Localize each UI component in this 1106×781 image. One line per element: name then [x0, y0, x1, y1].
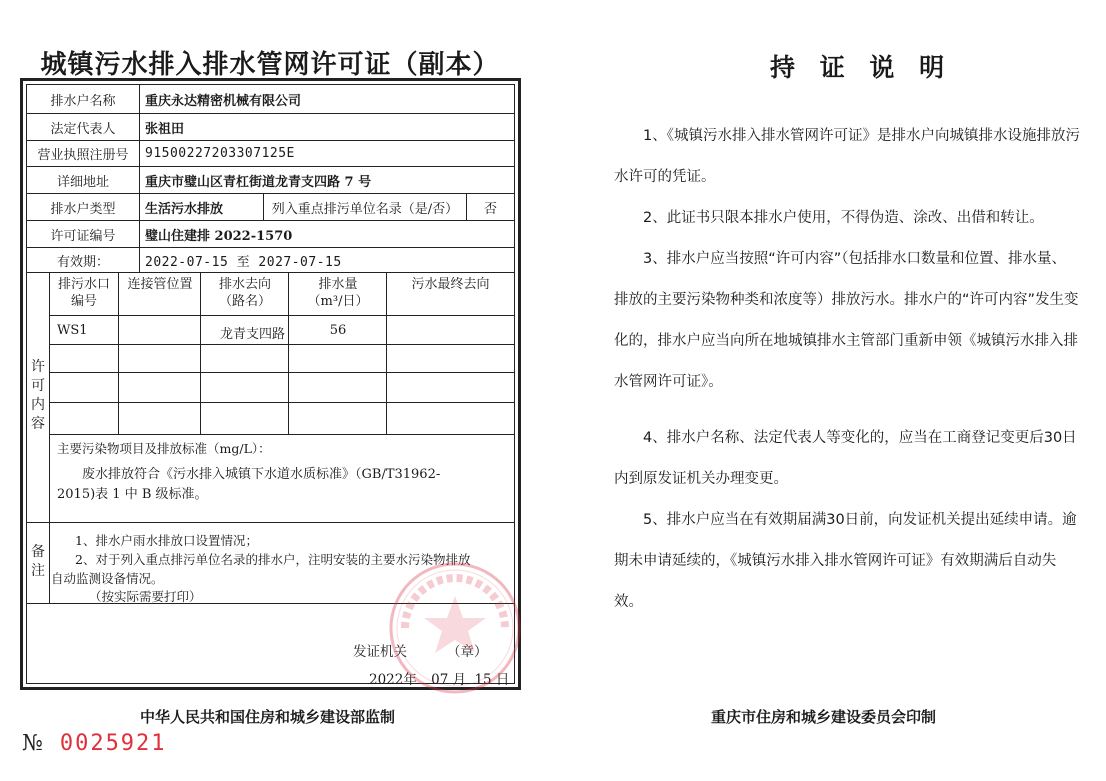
- label-type: 排水户类型: [27, 194, 140, 220]
- pollutant-text-1: 废水排放符合《污水排入城镇下水道水质标准》（GB/T31962-: [82, 467, 441, 482]
- instruction-3: 3、排水户应当按照“许可内容”（包括排水口数量和位置、排水量、排放的主要污染物种类和浓度等）排放污水。排水户的“许可内容”发生变化的，排水户应当向所在地城镇排水主管部门重新申领《城镇污水排入排水管网许可证》。: [614, 251, 1079, 390]
- value-name: 重庆永达精密机械有限公司: [145, 93, 302, 109]
- cell-outlet: WS1: [57, 323, 88, 338]
- outlet-table: [49, 273, 514, 435]
- side-char: 许: [31, 359, 45, 375]
- issuer-label: 发证机关: [353, 644, 407, 660]
- header-pipe: [119, 276, 201, 293]
- header-volume-line1: 排水量: [318, 277, 358, 292]
- header-pipe-line1: 连接管位置: [127, 277, 193, 292]
- side-char: 注: [31, 563, 45, 579]
- pollutant-title: 主要污染物项目及排放标准（mg/L）：: [57, 441, 271, 456]
- side-char: 可: [31, 378, 45, 394]
- value-rep: 张祖田: [145, 121, 185, 137]
- cell-volume: 56: [329, 323, 347, 338]
- instruction-1: 1、《城镇污水排入排水管网许可证》是排水户向城镇排水设施排放污水许可的凭证。: [614, 128, 1080, 185]
- value-license-no: 91500227203307125E: [145, 146, 295, 161]
- permit-section: [27, 273, 514, 523]
- side-char: 内: [31, 397, 45, 413]
- value-key-polluter: 否: [483, 201, 497, 217]
- value-type: 生活污水排放: [145, 201, 224, 217]
- serial-number: [22, 731, 167, 756]
- row-license-no: [27, 141, 514, 167]
- issue-day: 15 日: [474, 672, 510, 688]
- label-name: 排水户名称: [27, 85, 140, 113]
- header-outlet-line2: 编号: [70, 294, 97, 309]
- right-title: 持 证 说 明: [770, 53, 953, 82]
- serial-digits: 0025921: [59, 731, 167, 756]
- row-validity: [27, 248, 514, 273]
- header-outlet: [49, 276, 119, 310]
- instruction-2: 2、此证书只限本排水户使用，不得伪造、涂改、出借和转让。: [643, 210, 1044, 226]
- numero-sign: №: [22, 731, 43, 756]
- notes-side-label: [27, 543, 49, 581]
- note-line-2: 2、对于列入重点排污单位名录的排水户，注明安装的主要水污染物排放: [75, 552, 471, 567]
- label-permit-no: 许可证编号: [27, 221, 140, 247]
- header-volume: [289, 276, 387, 310]
- value-validity: 2022-07-15 至 2027-07-15: [145, 254, 342, 270]
- seal-label: （章）: [447, 644, 488, 660]
- header-final: [387, 276, 514, 293]
- label-address: 详细地址: [27, 167, 140, 193]
- instruction-4: 4、排水户名称、法定代表人等变化的，应当在工商登记变更后30日内到原发证机关办理变更。: [614, 430, 1077, 487]
- label-rep: 法定代表人: [27, 114, 140, 140]
- header-outlet-line1: 排污水口: [57, 277, 110, 292]
- side-char: 备: [31, 544, 45, 560]
- cell-direction: 龙青支四路: [219, 327, 285, 342]
- printer-label: 重庆市住房和城乡建设委员会印制: [711, 708, 937, 726]
- row-rep: [27, 114, 514, 141]
- value-address: 重庆市璧山区青杠街道龙青支四路 7 号: [145, 174, 372, 190]
- label-license-no: 营业执照注册号: [27, 141, 140, 166]
- issue-year: 2022年: [369, 672, 417, 688]
- side-char: 容: [31, 416, 45, 432]
- header-direction: [201, 276, 289, 310]
- label-validity: 有效期：: [27, 248, 140, 272]
- instruction-5: 5、排水户应当在有效期届满30日前，向发证机关提出延续申请。逾期未申请延续的，《城镇污水排入排水管网许可证》有效期满后自动失效。: [614, 512, 1077, 610]
- note-line-1: 1、排水户雨水排放口设置情况；: [75, 533, 258, 548]
- official-seal-stamp: [385, 558, 525, 698]
- issue-month: 07 月: [431, 672, 467, 688]
- header-final-line1: 污水最终去向: [411, 277, 490, 292]
- permit-side-label: [27, 358, 49, 434]
- header-direction-line1: 排水去向: [218, 277, 271, 292]
- left-title: 城镇污水排入排水管网许可证（副本）: [40, 50, 500, 80]
- note-line-3: 自动监测设备情况。: [51, 571, 164, 586]
- row-type: [27, 194, 514, 221]
- header-direction-line2: （路名）: [218, 294, 271, 309]
- note-line-4: （按实际需要打印）: [89, 589, 202, 604]
- supervisor-label: 中华人民共和国住房和城乡建设部监制: [140, 708, 396, 726]
- label-key-polluter: 列入重点排污单位名录（是/否）: [263, 194, 467, 220]
- value-permit-no: 璧山住建排 2022-1570: [145, 228, 293, 244]
- pollutant-text-2: 2015)表 1 中 B 级标准。: [57, 487, 208, 502]
- row-address: [27, 167, 514, 194]
- header-volume-line2: （m³/日）: [307, 294, 369, 309]
- row-permit-no: [27, 221, 514, 248]
- row-name: [27, 85, 514, 114]
